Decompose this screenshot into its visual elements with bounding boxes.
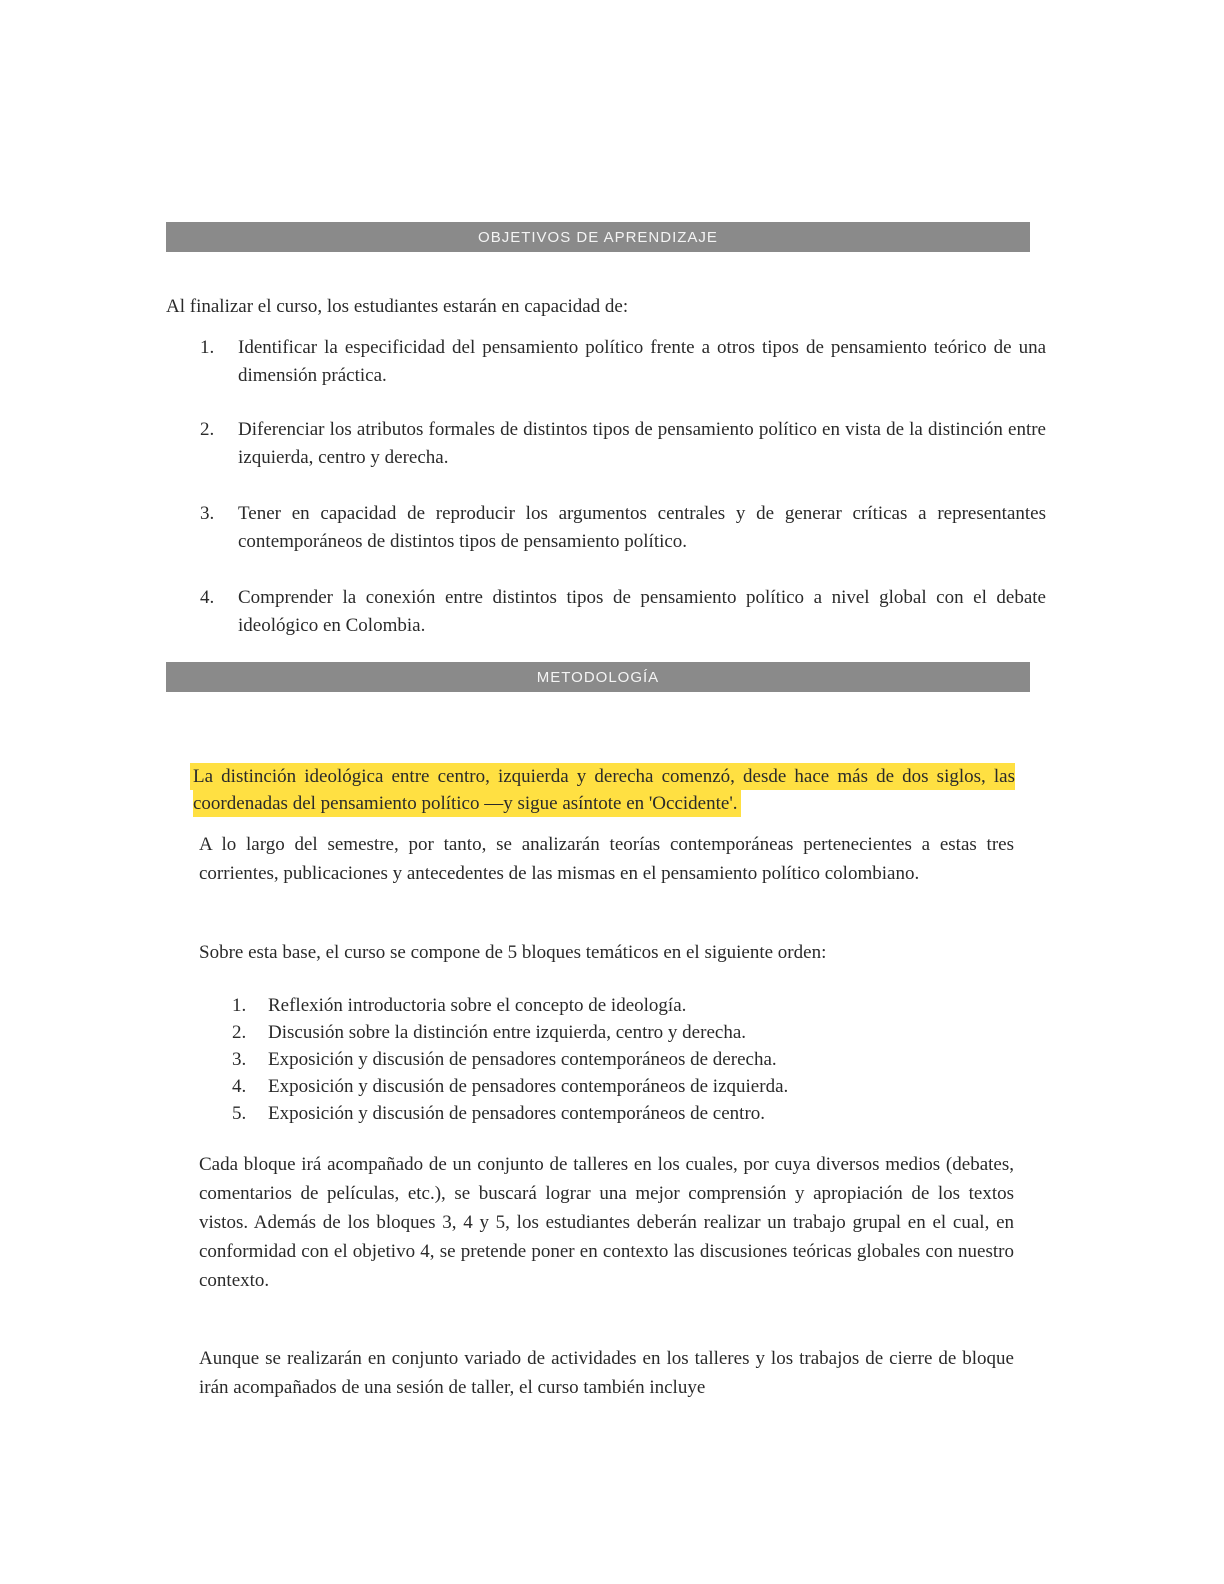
objective-number: 1. xyxy=(200,337,215,358)
objective-number: 3. xyxy=(200,503,215,524)
section-header-methodology xyxy=(166,662,1030,692)
objective-item xyxy=(200,500,1046,556)
objective-text: Comprender la conexión entre distintos tipos de pensamiento político a nivel global con el debate ideológico en Colombia. xyxy=(238,587,1046,636)
list-text: Exposición y discusión de pensadores contemporáneos de izquierda. xyxy=(268,1076,789,1097)
list-number: 3. xyxy=(232,1049,247,1070)
objective-text: Diferenciar los atributos formales de distintos tipos de pensamiento político en vista de la distinción entre izquierda, centro y derecha. xyxy=(238,419,1046,468)
section-title: OBJETIVOS DE APRENDIZAJE xyxy=(478,228,718,246)
methodology-paragraph: Sobre esta base, el curso se compone de 5 bloques temáticos en el siguiente orden: xyxy=(199,942,827,963)
list-item xyxy=(232,1019,1012,1046)
objective-text: Identificar la especificidad del pensamiento político frente a otros tipos de pensamiento teórico de una dimensión práctica. xyxy=(238,337,1046,386)
highlighted-text: La distinción ideológica entre centro, izquierda y derecha comenzó, desde hace más de dos siglos, las coordenadas del pensamiento político —y sigue asíntote en 'Occidente'. xyxy=(193,766,1015,814)
list-number: 1. xyxy=(232,995,247,1016)
objective-item xyxy=(200,584,1046,640)
list-text: Reflexión introductoria sobre el concepto de ideología. xyxy=(268,995,687,1016)
methodology-paragraph: Cada bloque irá acompañado de un conjunto de talleres en los cuales, por cuya diversos medios (debates, comentarios de películas, etc.), se buscará lograr una mejor comprensión y apropiación de los textos vistos. Además de los bloques 3, 4 y 5, los estudiantes deberán realizar un trabajo grupal en el cual, en conformidad con el objetivo 4, se pretende poner en contexto las discusiones teóricas globales con nuestro contexto. xyxy=(199,1154,1014,1291)
list-item xyxy=(232,1046,1012,1073)
blocks-list xyxy=(232,992,1012,1127)
objective-number: 4. xyxy=(200,587,215,608)
list-item xyxy=(232,1100,1012,1127)
objective-item xyxy=(200,334,1046,390)
objective-item xyxy=(200,416,1046,472)
objective-text: Tener en capacidad de reproducir los argumentos centrales y de generar críticas a representantes contemporáneos de distintos tipos de pensamiento político. xyxy=(238,503,1046,552)
list-number: 2. xyxy=(232,1022,247,1043)
highlighted-paragraph xyxy=(193,763,1015,817)
list-item xyxy=(232,1073,1012,1100)
list-number: 5. xyxy=(232,1103,247,1124)
section-title: METODOLOGÍA xyxy=(536,668,660,686)
list-text: Exposición y discusión de pensadores contemporáneos de derecha. xyxy=(268,1049,777,1070)
list-text: Exposición y discusión de pensadores contemporáneos de centro. xyxy=(268,1103,766,1124)
section-header-objectives xyxy=(166,222,1030,252)
list-text: Discusión sobre la distinción entre izquierda, centro y derecha. xyxy=(268,1022,746,1043)
methodology-paragraph: A lo largo del semestre, por tanto, se analizarán teorías contemporáneas pertenecientes a estas tres corrientes, publicaciones y antecedentes de las mismas en el pensamiento político colombiano. xyxy=(199,834,1014,884)
methodology-paragraph: Aunque se realizarán en conjunto variado de actividades en los talleres y los trabajos de cierre de bloque irán acompañados de una sesión de taller, el curso también incluye xyxy=(199,1348,1014,1398)
list-item xyxy=(232,992,1012,1019)
objectives-intro: Al finalizar el curso, los estudiantes estarán en capacidad de: xyxy=(166,296,629,317)
objective-number: 2. xyxy=(200,419,215,440)
list-number: 4. xyxy=(232,1076,247,1097)
